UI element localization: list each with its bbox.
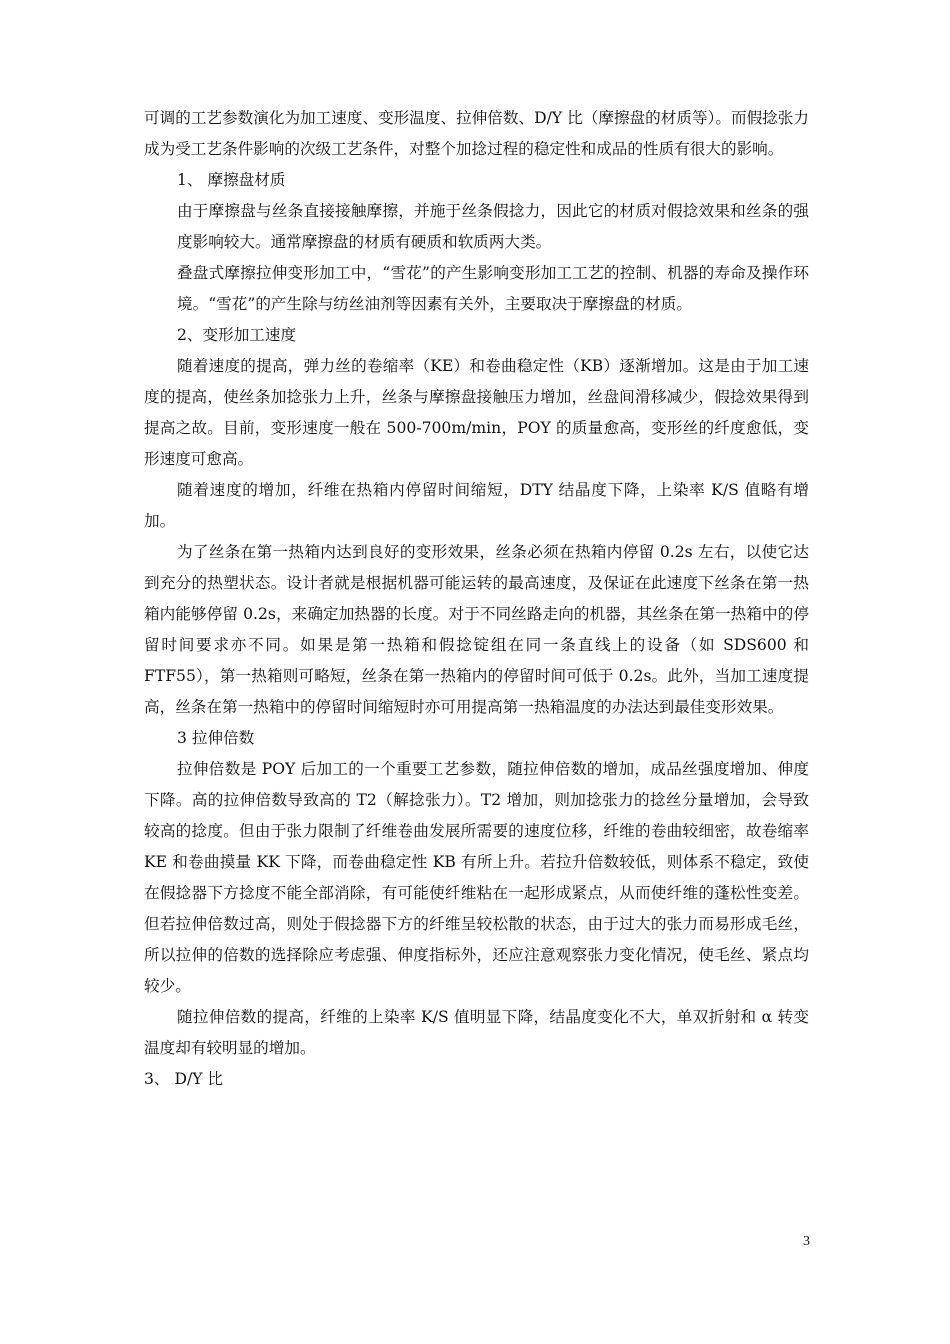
section-heading-friction-disc-material: 1、 摩擦盘材质 <box>177 171 286 189</box>
document-body <box>144 103 809 1095</box>
page-number: 3 <box>803 1234 810 1249</box>
paragraph-draw-ratio-dyeing: 随拉伸倍数的提高，纤维的上染率 K/S 值明显下降，结晶度变化不大，单双折射和 α 转变温度却有较明显的增加。 <box>144 1008 809 1057</box>
paragraph-snowflake: 叠盘式摩擦拉伸变形加工中，“雪花”的产生影响变形加工工艺的控制、机器的寿命及操作环境。“雪花”的产生除与纺丝油剂等因素有关外，主要取决于摩擦盘的材质。 <box>177 264 809 313</box>
paragraph-speed-effects: 随着速度的提高，弹力丝的卷缩率（KE）和卷曲稳定性（KB）逐渐增加。这是由于加工速度的提高，使丝条加捻张力上升，丝条与摩擦盘接触压力增加，丝盘间滑移减少，假捻效果得到提高之故。目前，变形速度一般在 500-700m/min，POY 的质量愈高，变形丝的纤度愈低，变形速度可愈高。 <box>144 357 809 468</box>
paragraph-friction-disc-contact: 由于摩擦盘与丝条直接接触摩擦，并施于丝条假捻力，因此它的材质对假捻效果和丝条的强度影响较大。通常摩擦盘的材质有硬质和软质两大类。 <box>177 202 809 251</box>
section-heading-draw-ratio: 3 拉伸倍数 <box>177 729 255 747</box>
section-heading-dy-ratio: 3、 D/Y 比 <box>144 1070 224 1088</box>
paragraph-draw-ratio: 拉伸倍数是 POY 后加工的一个重要工艺参数，随拉伸倍数的增加，成品丝强度增加、伸度下降。高的拉伸倍数导致高的 T2（解捻张力）。T2 增加，则加捻张力的捻丝分量增加，会导致较高的捻度。但由于张力限制了纤维卷曲发展所需要的速度位移，纤维的卷曲较细密，故卷缩率 KE 和卷曲摸量 KK 下降，而卷曲稳定性 KB 有所上升。若拉升倍数较低，则体系不稳定，致使在假捻器下方捻度不能全部消除，有可能使纤维粘在一起形成紧点，从而使纤维的蓬松性变差。但若拉伸倍数过高，则处于假捻器下方的纤维呈较松散的状态，由于过大的张力而易形成毛丝，所以拉伸的倍数的选择除应考虑强、伸度指标外，还应注意观察张力变化情况，使毛丝、紧点均较少。 <box>144 760 809 995</box>
paragraph-residence-time: 随着速度的增加，纤维在热箱内停留时间缩短，DTY 结晶度下降，上染率 K/S 值略有增加。 <box>144 481 809 530</box>
paragraph-intro: 可调的工艺参数演化为加工速度、变形温度、拉伸倍数、D/Y 比（摩擦盘的材质等）。而假捻张力成为受工艺条件影响的次级工艺条件，对整个加捻过程的稳定性和成品的性质有很大的影响。 <box>144 109 809 158</box>
section-heading-texturing-speed: 2、变形加工速度 <box>177 326 297 344</box>
paragraph-first-heater: 为了丝条在第一热箱内达到良好的变形效果，丝条必须在热箱内停留 0.2s 左右，以使它达到充分的热塑状态。设计者就是根据机器可能运转的最高速度，及保证在此速度下丝条在第一热箱内能够停留 0.2s，来确定加热器的长度。对于不同丝路走向的机器，其丝条在第一热箱中的停留时间要求亦不同。如果是第一热箱和假捻锭组在同一条直线上的设备（如 SDS600 和 FTF55），第一热箱则可略短，丝条在第一热箱内的停留时间可低于 0.2s。此外，当加工速度提高，丝条在第一热箱中的停留时间缩短时亦可用提高第一热箱温度的办法达到最佳变形效果。 <box>144 543 809 716</box>
